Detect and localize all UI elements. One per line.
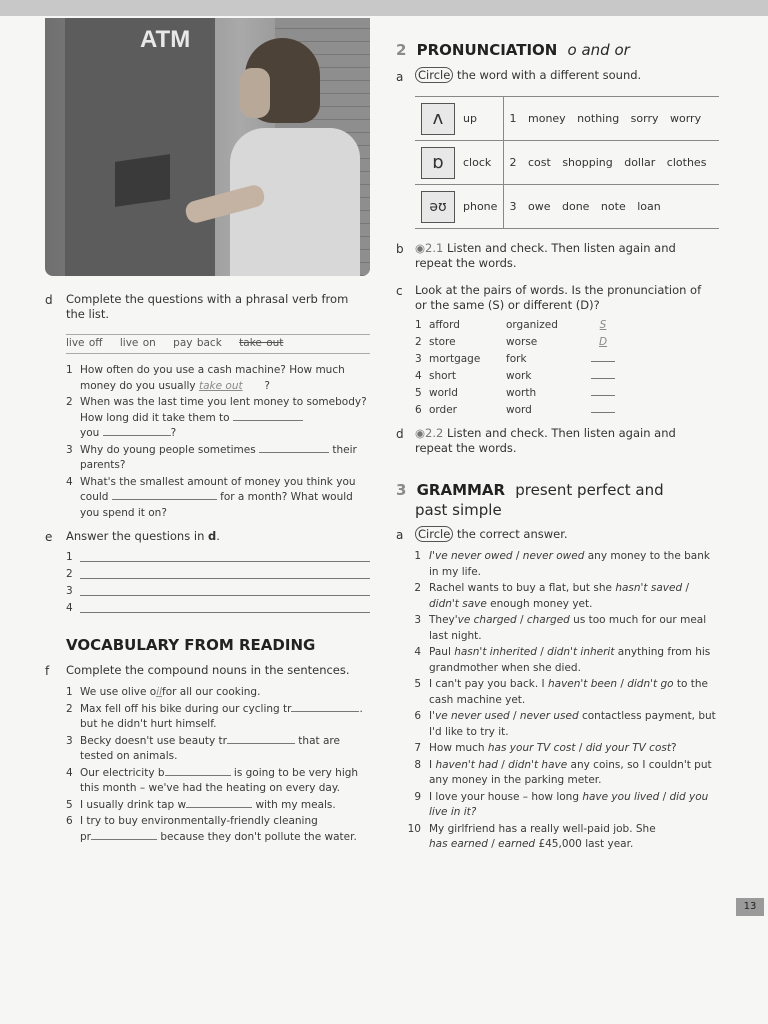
grammar-item[interactable]: 7 How much has your TV cost / did your TV cost? bbox=[414, 742, 677, 754]
word-row[interactable]: 2 cost shopping dollar clothes bbox=[503, 141, 719, 185]
answer-blank[interactable] bbox=[259, 443, 329, 453]
answer-blank[interactable] bbox=[165, 766, 231, 776]
page-number: 13 bbox=[736, 898, 764, 916]
table-row: ʌ up 1 money nothing sorry worry bbox=[415, 97, 719, 141]
list-item: 6 order word bbox=[415, 403, 615, 420]
answer-line[interactable] bbox=[80, 584, 370, 596]
answer-blank[interactable] bbox=[103, 426, 171, 436]
list-item: 5 world worth bbox=[415, 386, 615, 403]
grammar-item[interactable]: 3 They've charged / charged us too much for our meal last night. bbox=[414, 614, 707, 642]
exercise-f-items: 1 We use olive o il for all our cooking. 2 Max fell off his bike during our cycling tr . but he didn't hurt himself. 3 Becky doesn't use beauty tr that are tested on animals. 4 Our electricity b is going to be very high this month – we've had the heating on every day. 5 I usually drink tap w with my meals. 6 I try to buy environmentally-friendly cleaning pr because they don't pollute the water. bbox=[66, 686, 363, 843]
atm-photo bbox=[45, 18, 370, 276]
audio-icon[interactable]: ◉ bbox=[415, 426, 426, 440]
answer-blank[interactable] bbox=[186, 798, 252, 808]
answer-blank[interactable] bbox=[591, 386, 615, 396]
table-row: ɒ clock 2 cost shopping dollar clothes bbox=[415, 141, 719, 185]
list-item: 2 store worse D bbox=[415, 335, 615, 352]
list-item: live on bbox=[119, 337, 156, 349]
woman-figure bbox=[195, 38, 365, 276]
phrasal-verb-list bbox=[66, 336, 283, 352]
exercise-b-instruction: ◉2.1 Listen and check. Then listen again and repeat the words. bbox=[415, 241, 676, 270]
grammar-item[interactable]: 1 I've never owed / never owed any money to the bank in my life. bbox=[414, 550, 710, 578]
answer-line[interactable] bbox=[80, 550, 370, 562]
list-item: pay back bbox=[173, 337, 222, 349]
exercise-a3-instruction: Circle the correct answer. bbox=[415, 527, 568, 541]
word-row[interactable]: 1 money nothing sorry worry bbox=[503, 97, 719, 141]
sound-symbol-icon: əʊ bbox=[421, 191, 455, 223]
audio-icon[interactable]: ◉ bbox=[415, 241, 426, 255]
grammar-item[interactable]: 9 I love your house – how long have you lived / did you live in it? bbox=[414, 790, 709, 818]
atm-screen bbox=[115, 154, 170, 207]
sound-symbol-icon: ɒ bbox=[421, 147, 455, 179]
list-item-crossed: take out bbox=[239, 337, 284, 349]
exercise-d-instruction: Complete the questions with a phrasal verb from the list. bbox=[66, 292, 349, 321]
answer-line[interactable] bbox=[80, 601, 370, 613]
list-item: 1 afford organized S bbox=[415, 318, 615, 335]
section-3-heading: 3 GRAMMAR present perfect and past simple bbox=[396, 481, 664, 519]
answer-blank[interactable] bbox=[91, 830, 157, 840]
exercise-e-answers: 1 2 3 4 bbox=[66, 550, 371, 618]
exercise-c-instruction: Look at the pairs of words. Is the pronunciation of or the same (S) or different (D)? bbox=[415, 283, 702, 312]
grammar-item[interactable]: 5 I can't pay you back. I haven't been / didn't go to the cash machine yet. bbox=[414, 678, 708, 706]
answer-blank[interactable] bbox=[227, 734, 295, 744]
exercise-a-instruction: Circle the word with a different sound. bbox=[415, 68, 641, 82]
exercise-a-letter: a bbox=[396, 70, 404, 84]
grammar-item[interactable]: 4 Paul hasn't inherited / didn't inherit anything from his grandmother when she died. bbox=[414, 646, 711, 674]
pronunciation-table bbox=[415, 96, 719, 229]
exercise-d-items: 1 How often do you use a cash machine? How much money do you usually take out ? 2 When was the last time you lent money to somebody? How long did it take them to you ? 3 Why do young people sometimes their parents? 4 What's the smallest amount of money you think you could for a month? What would you spend it on? bbox=[66, 364, 367, 519]
exercise-a3-letter: a bbox=[396, 528, 404, 542]
exercise-e-letter: e bbox=[45, 530, 53, 544]
exercise-f-instruction: Complete the compound nouns in the sentences. bbox=[66, 663, 350, 677]
atm-sign: ATM bbox=[140, 26, 191, 53]
top-bar bbox=[0, 0, 768, 16]
list-item: 4 short work bbox=[415, 369, 615, 386]
list-item: live off bbox=[66, 337, 103, 349]
answer-blank[interactable] bbox=[591, 403, 615, 413]
word-pairs bbox=[415, 318, 615, 420]
handwritten-answer[interactable]: D bbox=[598, 336, 608, 348]
sound-symbol-icon: ʌ bbox=[421, 103, 455, 135]
answer-blank[interactable] bbox=[291, 702, 359, 712]
atm-machine bbox=[65, 18, 215, 276]
answer-blank[interactable] bbox=[591, 352, 615, 362]
answer-line[interactable] bbox=[80, 567, 370, 579]
word-row[interactable]: 3 owe done note loan bbox=[503, 185, 719, 229]
handwritten-answer: take out bbox=[198, 379, 243, 392]
exercise-b-letter: b bbox=[396, 242, 404, 256]
handwritten-answer: il bbox=[156, 686, 163, 698]
exercise-f-letter: f bbox=[45, 664, 50, 678]
grammar-item[interactable]: 6 I've never used / never used contactless payment, but I'd like to try it. bbox=[414, 710, 716, 738]
exercise-c-letter: c bbox=[396, 284, 403, 298]
table-row: əʊ phone 3 owe done note loan bbox=[415, 185, 719, 229]
answer-blank[interactable] bbox=[112, 490, 217, 500]
answer-blank[interactable] bbox=[591, 369, 615, 379]
grammar-item[interactable]: 10 My girlfriend has a really well-paid job. She has earned / earned £45,000 last year. bbox=[407, 822, 656, 850]
answer-blank[interactable] bbox=[233, 411, 303, 421]
section-2-heading: 2 PRONUNCIATION o and or bbox=[396, 41, 630, 59]
list-item: 3 mortgage fork bbox=[415, 352, 615, 369]
exercise-d-letter: d bbox=[45, 293, 53, 307]
grammar-item[interactable]: 8 I haven't had / didn't have any coins, so I couldn't put any money in the parking meter. bbox=[414, 758, 712, 786]
exercise-e-instruction: Answer the questions in d. bbox=[66, 529, 220, 543]
vocabulary-heading: VOCABULARY FROM READING bbox=[66, 636, 316, 654]
exercise-d2-letter: d bbox=[396, 427, 404, 441]
exercise-d2-instruction: ◉2.2 Listen and check. Then listen again and repeat the words. bbox=[415, 426, 676, 455]
handwritten-answer[interactable]: S bbox=[599, 319, 607, 331]
grammar-items bbox=[407, 549, 722, 854]
grammar-item[interactable]: 2 Rachel wants to buy a flat, but she hasn't saved / didn't save enough money yet. bbox=[414, 582, 690, 610]
